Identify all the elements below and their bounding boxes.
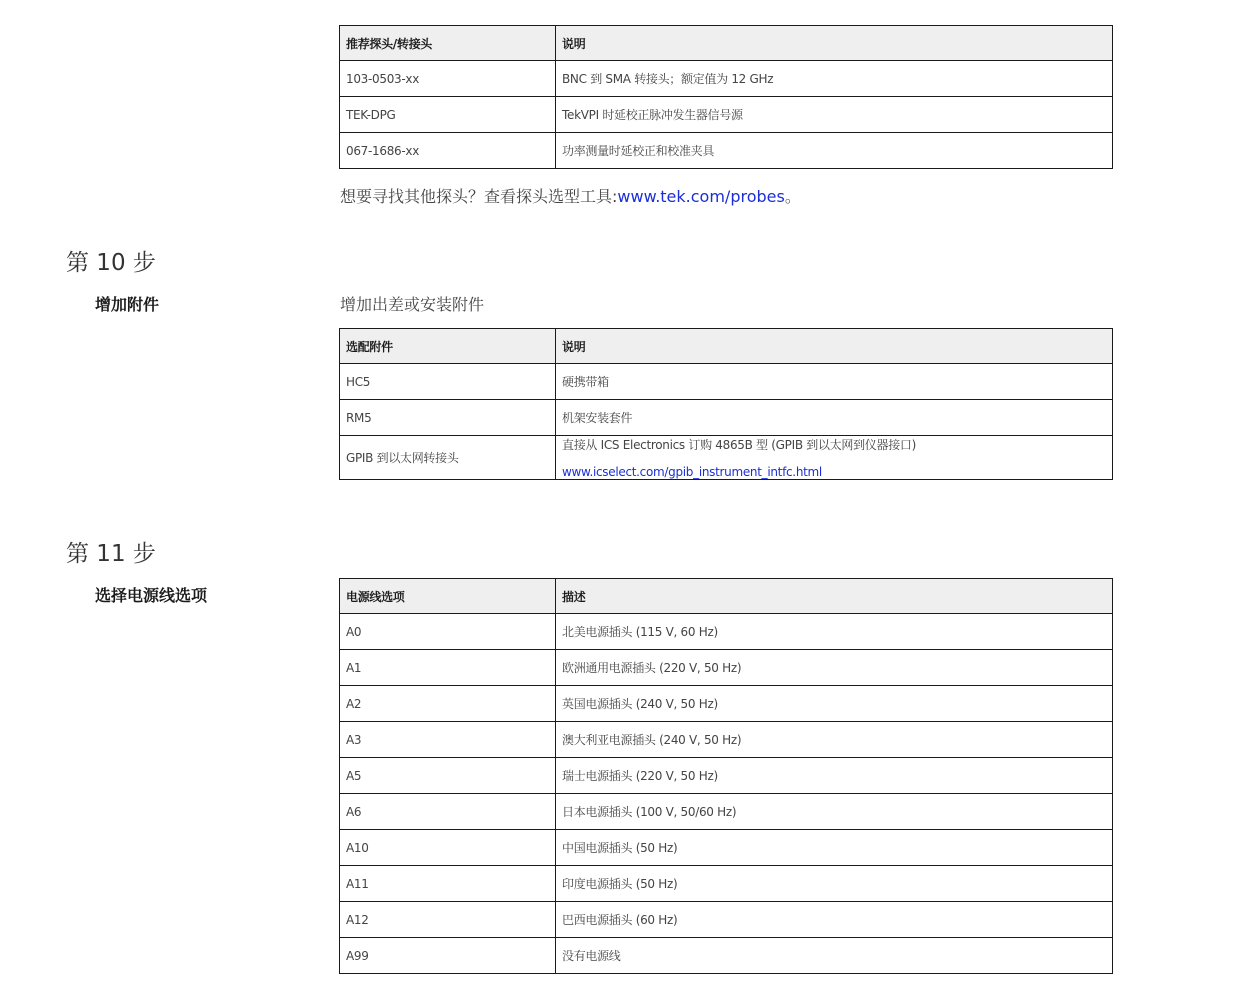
table-header-row (340, 579, 1113, 614)
probe-description: 功率测量时延校正和校准夹具 (556, 133, 1113, 169)
column-header: 电源线选项 (340, 579, 556, 614)
table-row (340, 97, 1113, 133)
power-option-description: 印度电源插头 (50 Hz) (556, 866, 1113, 902)
power-option-code: A10 (340, 830, 556, 866)
probe-description: TekVPI 时延校正脉冲发生器信号源 (556, 97, 1113, 133)
power-option-description: 欧洲通用电源插头 (220 V, 50 Hz) (556, 650, 1113, 686)
power-option-code: A0 (340, 614, 556, 650)
column-header: 选配附件 (340, 329, 556, 364)
table-row (340, 614, 1113, 650)
power-option-code: A6 (340, 794, 556, 830)
table-row (340, 830, 1113, 866)
table-row (340, 400, 1113, 436)
column-header: 推荐探头/转接头 (340, 26, 556, 61)
table-row (340, 133, 1113, 169)
power-option-description: 北美电源插头 (115 V, 60 Hz) (556, 614, 1113, 650)
table-row (340, 794, 1113, 830)
table-row (340, 61, 1113, 97)
step-10-label: 增加附件 (95, 295, 160, 314)
accessories-table (339, 328, 1113, 480)
gpib-description: 直接从 ICS Electronics 订购 4865B 型 (GPIB 到以太网到仪器接口) (562, 438, 916, 452)
table-row (340, 686, 1113, 722)
column-header: 说明 (556, 329, 1113, 364)
power-option-description: 中国电源插头 (50 Hz) (556, 830, 1113, 866)
column-header: 描述 (556, 579, 1113, 614)
table-row (340, 938, 1113, 974)
probe-part-number: TEK-DPG (340, 97, 556, 133)
table-row (340, 902, 1113, 938)
column-header: 说明 (556, 26, 1113, 61)
step-11-title: 第 11 步 (66, 541, 156, 567)
power-option-description: 没有电源线 (556, 938, 1113, 974)
table-row (340, 722, 1113, 758)
probes-table (339, 25, 1113, 169)
table-row (340, 758, 1113, 794)
probe-description: BNC 到 SMA 转接头；额定值为 12 GHz (556, 61, 1113, 97)
gpib-link[interactable]: www.icselect.com/gpib_instrument_intfc.html (562, 465, 822, 479)
power-option-code: A99 (340, 938, 556, 974)
power-option-description: 日本电源插头 (100 V, 50/60 Hz) (556, 794, 1113, 830)
step-11-label: 选择电源线选项 (95, 586, 208, 605)
power-option-code: A12 (340, 902, 556, 938)
power-option-code: A1 (340, 650, 556, 686)
table-header-row (340, 26, 1113, 61)
probes-note-text: 想要寻找其他探头？查看探头选型工具: (340, 187, 618, 206)
probe-part-number: 067-1686-xx (340, 133, 556, 169)
power-cord-table (339, 578, 1113, 974)
power-option-description: 澳大利亚电源插头 (240 V, 50 Hz) (556, 722, 1113, 758)
accessory-name: HC5 (340, 364, 556, 400)
table-row (340, 364, 1113, 400)
probes-note-suffix: 。 (784, 187, 801, 206)
accessory-description: 硬携带箱 (556, 364, 1113, 400)
probes-link[interactable]: www.tek.com/probes (617, 187, 785, 206)
power-option-description: 英国电源插头 (240 V, 50 Hz) (556, 686, 1113, 722)
power-option-description: 瑞士电源插头 (220 V, 50 Hz) (556, 758, 1113, 794)
table-row (340, 866, 1113, 902)
probe-part-number: 103-0503-xx (340, 61, 556, 97)
power-option-code: A3 (340, 722, 556, 758)
power-option-description: 巴西电源插头 (60 Hz) (556, 902, 1113, 938)
table-row (340, 650, 1113, 686)
step-10-intro: 增加出差或安装附件 (340, 295, 485, 314)
accessory-description (556, 436, 1113, 480)
step-10-title: 第 10 步 (66, 250, 156, 276)
probes-note (340, 184, 801, 207)
accessory-description: 机架安装套件 (556, 400, 1113, 436)
accessory-name: GPIB 到以太网转接头 (340, 436, 556, 480)
power-option-code: A2 (340, 686, 556, 722)
table-header-row (340, 329, 1113, 364)
accessory-name: RM5 (340, 400, 556, 436)
power-option-code: A11 (340, 866, 556, 902)
table-row (340, 436, 1113, 480)
power-option-code: A5 (340, 758, 556, 794)
